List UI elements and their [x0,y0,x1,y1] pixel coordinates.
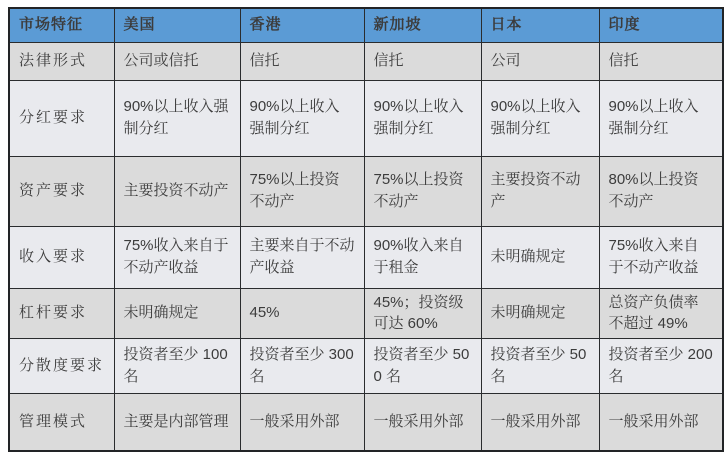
table-cell: 一般采用外部 [240,394,364,451]
table-cell: 80%以上投资不动产 [599,156,723,226]
header-cell-hongkong: 香港 [240,8,364,42]
table-row-asset-requirement [9,156,723,226]
table-cell: 未明确规定 [481,288,599,339]
table-row-diversification-requirement [9,339,723,394]
table-cell: 主要投资不动产 [481,156,599,226]
table-row-leverage-requirement [9,288,723,339]
table-cell: 90%以上收入强制分红 [240,80,364,156]
row-label: 分红要求 [9,80,114,156]
row-label: 分散度要求 [9,339,114,394]
header-row [9,8,723,42]
header-cell-feature: 市场特征 [9,8,114,42]
reit-comparison-table [8,7,724,452]
row-label: 法律形式 [9,42,114,80]
table-cell: 总资产负债率不超过 49% [599,288,723,339]
table-cell: 信托 [240,42,364,80]
table-cell: 90%以上收入强制分红 [114,80,240,156]
table-cell: 一般采用外部 [599,394,723,451]
table-row-dividend-requirement [9,80,723,156]
table-cell: 一般采用外部 [481,394,599,451]
table-cell: 信托 [364,42,481,80]
table-row-income-requirement [9,226,723,288]
table-cell: 投资者至少 50 名 [481,339,599,394]
table-cell: 主要是内部管理 [114,394,240,451]
table-cell: 主要投资不动产 [114,156,240,226]
table-cell: 未明确规定 [481,226,599,288]
table-cell: 90%以上收入强制分红 [364,80,481,156]
table-cell: 公司或信托 [114,42,240,80]
table-cell: 投资者至少 100 名 [114,339,240,394]
table-cell: 45%；投资级可达 60% [364,288,481,339]
table-row-legal-form [9,42,723,80]
table-cell: 未明确规定 [114,288,240,339]
table-cell: 主要来自于不动产收益 [240,226,364,288]
table-cell: 75%收入来自于不动产收益 [114,226,240,288]
table-cell: 75%以上投资不动产 [364,156,481,226]
table-cell: 信托 [599,42,723,80]
table-cell: 75%以上投资不动产 [240,156,364,226]
row-label: 杠杆要求 [9,288,114,339]
header-cell-usa: 美国 [114,8,240,42]
table-cell: 90%以上收入强制分红 [481,80,599,156]
table-row-management-model [9,394,723,451]
row-label: 收入要求 [9,226,114,288]
table-cell: 投资者至少 500 名 [364,339,481,394]
table-cell: 90%收入来自于租金 [364,226,481,288]
row-label: 资产要求 [9,156,114,226]
table-cell: 90%以上收入强制分红 [599,80,723,156]
header-cell-japan: 日本 [481,8,599,42]
table-cell: 公司 [481,42,599,80]
table-cell: 投资者至少 200 名 [599,339,723,394]
table-cell: 一般采用外部 [364,394,481,451]
row-label: 管理模式 [9,394,114,451]
header-cell-india: 印度 [599,8,723,42]
table-cell: 45% [240,288,364,339]
table-cell: 投资者至少 300 名 [240,339,364,394]
table-cell: 75%收入来自于不动产收益 [599,226,723,288]
header-cell-singapore: 新加坡 [364,8,481,42]
